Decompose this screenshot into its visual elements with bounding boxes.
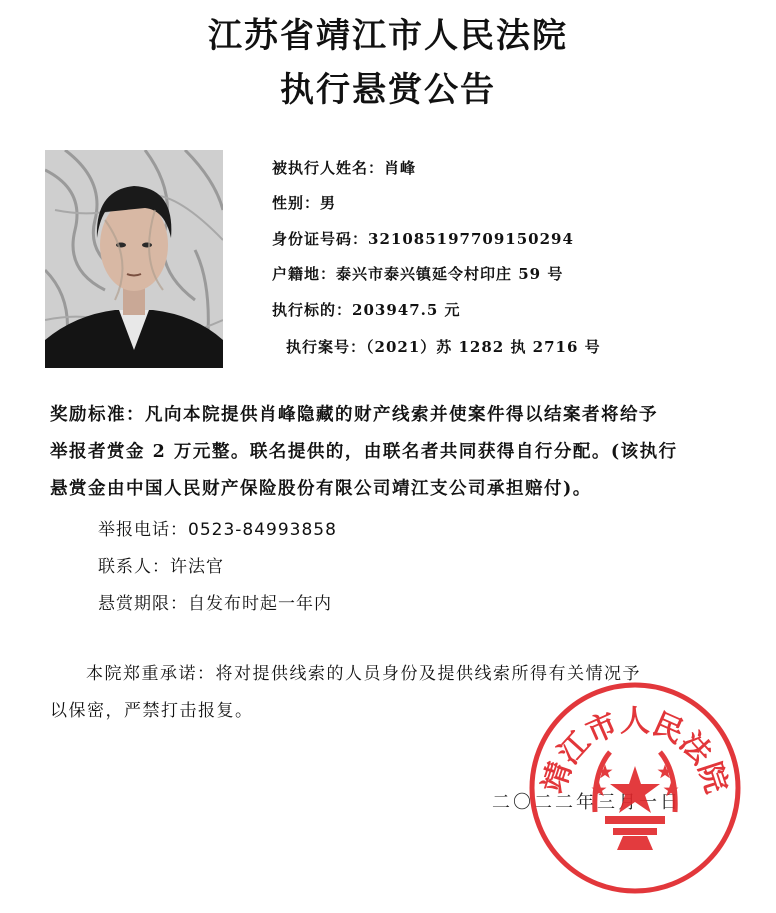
court-name-title: 江苏省靖江市人民法院	[208, 16, 568, 56]
id-number-field: 身份证号码：321085197709150294	[272, 230, 574, 248]
reward-line: 举报者赏金 2 万元整。联名提供的，由联名者共同获得自行分配。(该执行	[50, 442, 678, 462]
case-number-field: 执行案号：（2021）苏 1282 执 2716 号	[286, 338, 601, 356]
report-phone: 举报电话：0523-84993858	[98, 520, 337, 540]
court-seal-icon	[527, 680, 743, 896]
reward-period: 悬赏期限：自发布时起一年内	[98, 594, 332, 614]
subject-portrait-image	[45, 150, 223, 368]
amount-field: 执行标的：203947.5 元	[272, 301, 461, 319]
residence-field: 户籍地：泰兴市泰兴镇延令村印庄 59 号	[272, 265, 564, 283]
reward-line: 奖励标准：凡向本院提供肖峰隐藏的财产线索并使案件得以结案者将给予	[50, 405, 658, 425]
reward-line: 悬赏金由中国人民财产保险股份有限公司靖江支公司承担赔付)。	[50, 479, 592, 499]
promise-line: 以保密，严禁打击报复。	[50, 701, 254, 721]
name-field: 被执行人姓名：肖峰	[272, 159, 417, 177]
promise-line: 本院郑重承诺：将对提供线索的人员身份及提供线索所得有关情况予	[86, 664, 641, 684]
court-seal	[527, 680, 743, 896]
notice-title: 执行悬赏公告	[280, 70, 496, 110]
subject-photo	[45, 150, 223, 368]
reward-paragraph	[50, 397, 740, 508]
gender-field: 性别：男	[272, 194, 337, 212]
notice-date: 二〇二二年三月一日	[492, 792, 681, 813]
contact-person: 联系人：许法官	[98, 557, 224, 577]
svg-text:靖江市人民法院: 靖江市人民法院	[536, 704, 734, 798]
